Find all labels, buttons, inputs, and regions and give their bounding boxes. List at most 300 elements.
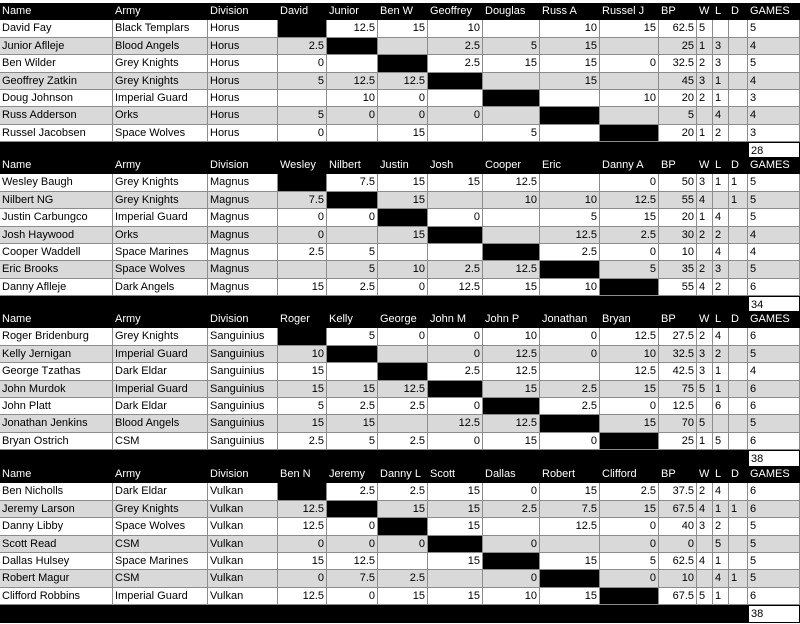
army-cell[interactable]: Imperial Guard — [113, 209, 208, 226]
wins-cell[interactable]: 4 — [697, 279, 713, 296]
self-matchup-cell[interactable] — [483, 90, 540, 107]
score-cell[interactable]: 0 — [278, 570, 327, 587]
self-matchup-cell[interactable] — [428, 381, 483, 398]
score-cell[interactable]: 12.5 — [428, 279, 483, 296]
score-cell[interactable]: 2.5 — [378, 570, 428, 587]
score-cell[interactable]: 15 — [540, 38, 600, 55]
draws-cell[interactable] — [729, 125, 748, 142]
wins-cell[interactable]: 5 — [697, 20, 713, 37]
player-name-cell[interactable]: Junior Aflleje — [0, 38, 113, 55]
self-matchup-cell[interactable] — [327, 501, 378, 518]
score-cell[interactable] — [428, 244, 483, 261]
score-cell[interactable]: 12.5 — [278, 588, 327, 605]
score-cell[interactable]: 15 — [278, 553, 327, 570]
score-cell[interactable]: 0 — [278, 209, 327, 226]
division-cell[interactable]: Magnus — [208, 244, 278, 261]
score-cell[interactable] — [327, 55, 378, 72]
score-cell[interactable]: 15 — [483, 381, 540, 398]
draws-cell[interactable]: 1 — [729, 570, 748, 587]
score-cell[interactable]: 5 — [278, 73, 327, 90]
bp-cell[interactable]: 5 — [659, 107, 697, 124]
wins-cell[interactable]: 2 — [697, 90, 713, 107]
score-cell[interactable]: 0 — [428, 346, 483, 363]
self-matchup-cell[interactable] — [378, 55, 428, 72]
score-cell[interactable]: 2.5 — [540, 398, 600, 415]
division-cell[interactable]: Magnus — [208, 227, 278, 244]
losses-cell[interactable]: 1 — [713, 553, 729, 570]
draws-cell[interactable] — [729, 20, 748, 37]
draws-cell[interactable] — [729, 244, 748, 261]
score-cell[interactable]: 15 — [278, 415, 327, 432]
score-cell[interactable]: 0 — [540, 346, 600, 363]
division-cell[interactable]: Vulkan — [208, 501, 278, 518]
wins-cell[interactable]: 5 — [697, 588, 713, 605]
score-cell[interactable]: 10 — [540, 192, 600, 209]
score-cell[interactable]: 0 — [600, 55, 659, 72]
score-cell[interactable]: 15 — [600, 415, 659, 432]
bp-cell[interactable]: 45 — [659, 73, 697, 90]
score-cell[interactable]: 12.5 — [600, 328, 659, 345]
score-cell[interactable]: 0 — [278, 536, 327, 553]
bp-cell[interactable]: 62.5 — [659, 553, 697, 570]
score-cell[interactable]: 15 — [278, 279, 327, 296]
draws-cell[interactable] — [729, 328, 748, 345]
score-cell[interactable]: 0 — [378, 107, 428, 124]
score-cell[interactable]: 0 — [600, 570, 659, 587]
score-cell[interactable]: 5 — [278, 107, 327, 124]
player-name-cell[interactable]: John Murdok — [0, 381, 113, 398]
score-cell[interactable]: 12.5 — [327, 20, 378, 37]
score-cell[interactable]: 5 — [327, 244, 378, 261]
losses-cell[interactable]: 1 — [713, 90, 729, 107]
score-cell[interactable] — [483, 518, 540, 535]
wins-cell[interactable]: 5 — [697, 381, 713, 398]
army-cell[interactable]: Blood Angels — [113, 38, 208, 55]
score-cell[interactable]: 7.5 — [278, 192, 327, 209]
wins-cell[interactable]: 3 — [697, 174, 713, 191]
self-matchup-cell[interactable] — [540, 261, 600, 278]
player-name-cell[interactable]: George Tzathas — [0, 363, 113, 380]
score-cell[interactable]: 5 — [327, 433, 378, 450]
score-cell[interactable]: 0 — [540, 433, 600, 450]
wins-cell[interactable] — [697, 398, 713, 415]
score-cell[interactable]: 0 — [327, 588, 378, 605]
self-matchup-cell[interactable] — [428, 227, 483, 244]
score-cell[interactable]: 10 — [483, 588, 540, 605]
score-cell[interactable]: 2.5 — [428, 55, 483, 72]
army-cell[interactable]: Space Wolves — [113, 125, 208, 142]
wins-cell[interactable]: 2 — [697, 261, 713, 278]
draws-cell[interactable] — [729, 536, 748, 553]
division-cell[interactable]: Sanguinius — [208, 433, 278, 450]
score-cell[interactable]: 12.5 — [278, 518, 327, 535]
wins-cell[interactable]: 1 — [697, 125, 713, 142]
score-cell[interactable]: 15 — [378, 227, 428, 244]
wins-cell[interactable]: 1 — [697, 38, 713, 55]
score-cell[interactable]: 15 — [278, 363, 327, 380]
score-cell[interactable]: 15 — [540, 553, 600, 570]
bp-cell[interactable]: 42.5 — [659, 363, 697, 380]
army-cell[interactable]: Grey Knights — [113, 328, 208, 345]
score-cell[interactable]: 0 — [278, 125, 327, 142]
division-cell[interactable]: Sanguinius — [208, 398, 278, 415]
score-cell[interactable]: 15 — [540, 55, 600, 72]
score-cell[interactable] — [327, 227, 378, 244]
losses-cell[interactable]: 2 — [713, 227, 729, 244]
wins-cell[interactable]: 2 — [697, 328, 713, 345]
score-cell[interactable]: 15 — [483, 55, 540, 72]
games-cell[interactable]: 6 — [748, 588, 800, 605]
bp-cell[interactable]: 20 — [659, 209, 697, 226]
bp-cell[interactable]: 20 — [659, 90, 697, 107]
score-cell[interactable]: 0 — [278, 55, 327, 72]
draws-cell[interactable] — [729, 55, 748, 72]
score-cell[interactable]: 0 — [483, 536, 540, 553]
division-cell[interactable]: Vulkan — [208, 588, 278, 605]
games-cell[interactable]: 5 — [748, 553, 800, 570]
score-cell[interactable]: 5 — [483, 38, 540, 55]
division-cell[interactable]: Sanguinius — [208, 363, 278, 380]
player-name-cell[interactable]: David Fay — [0, 20, 113, 37]
bp-cell[interactable]: 20 — [659, 125, 697, 142]
army-cell[interactable]: Grey Knights — [113, 73, 208, 90]
wins-cell[interactable]: 4 — [697, 192, 713, 209]
score-cell[interactable]: 2.5 — [327, 279, 378, 296]
score-cell[interactable] — [378, 553, 428, 570]
bp-cell[interactable]: 50 — [659, 174, 697, 191]
self-matchup-cell[interactable] — [600, 588, 659, 605]
army-cell[interactable]: Dark Eldar — [113, 398, 208, 415]
score-cell[interactable]: 12.5 — [600, 192, 659, 209]
score-cell[interactable]: 0 — [540, 328, 600, 345]
score-cell[interactable]: 10 — [428, 20, 483, 37]
score-cell[interactable]: 15 — [428, 174, 483, 191]
score-cell[interactable]: 10 — [327, 90, 378, 107]
losses-cell[interactable]: 1 — [713, 501, 729, 518]
score-cell[interactable]: 0 — [428, 107, 483, 124]
army-cell[interactable]: Blood Angels — [113, 415, 208, 432]
draws-cell[interactable] — [729, 279, 748, 296]
draws-cell[interactable] — [729, 261, 748, 278]
draws-cell[interactable] — [729, 381, 748, 398]
army-cell[interactable]: CSM — [113, 433, 208, 450]
score-cell[interactable] — [428, 570, 483, 587]
games-cell[interactable]: 4 — [748, 227, 800, 244]
self-matchup-cell[interactable] — [327, 346, 378, 363]
losses-cell[interactable] — [713, 192, 729, 209]
player-name-cell[interactable]: Jonathan Jenkins — [0, 415, 113, 432]
division-cell[interactable]: Sanguinius — [208, 328, 278, 345]
score-cell[interactable]: 2.5 — [378, 483, 428, 500]
games-total-cell[interactable]: 34 — [748, 296, 800, 313]
self-matchup-cell[interactable] — [483, 398, 540, 415]
draws-cell[interactable] — [729, 90, 748, 107]
player-name-cell[interactable]: Danny Aflleje — [0, 279, 113, 296]
games-cell[interactable]: 5 — [748, 518, 800, 535]
player-name-cell[interactable]: Danny Libby — [0, 518, 113, 535]
draws-cell[interactable] — [729, 227, 748, 244]
score-cell[interactable]: 10 — [378, 261, 428, 278]
self-matchup-cell[interactable] — [378, 518, 428, 535]
wins-cell[interactable] — [697, 244, 713, 261]
draws-cell[interactable] — [729, 433, 748, 450]
draws-cell[interactable] — [729, 346, 748, 363]
score-cell[interactable]: 15 — [428, 483, 483, 500]
score-cell[interactable]: 15 — [327, 381, 378, 398]
score-cell[interactable]: 12.5 — [327, 553, 378, 570]
score-cell[interactable]: 2.5 — [483, 501, 540, 518]
self-matchup-cell[interactable] — [600, 279, 659, 296]
score-cell[interactable]: 2.5 — [278, 433, 327, 450]
bp-cell[interactable]: 62.5 — [659, 20, 697, 37]
score-cell[interactable]: 12.5 — [483, 174, 540, 191]
score-cell[interactable] — [378, 415, 428, 432]
army-cell[interactable]: Black Templars — [113, 20, 208, 37]
score-cell[interactable]: 0 — [327, 518, 378, 535]
player-name-cell[interactable]: Russ Adderson — [0, 107, 113, 124]
player-name-cell[interactable]: Josh Haywood — [0, 227, 113, 244]
score-cell[interactable]: 15 — [327, 415, 378, 432]
score-cell[interactable] — [428, 90, 483, 107]
division-cell[interactable]: Sanguinius — [208, 415, 278, 432]
score-cell[interactable]: 10 — [600, 346, 659, 363]
games-cell[interactable]: 6 — [748, 433, 800, 450]
losses-cell[interactable]: 3 — [713, 261, 729, 278]
score-cell[interactable]: 15 — [483, 279, 540, 296]
score-cell[interactable]: 12.5 — [278, 501, 327, 518]
score-cell[interactable]: 12.5 — [327, 73, 378, 90]
self-matchup-cell[interactable] — [278, 483, 327, 500]
bp-cell[interactable]: 67.5 — [659, 501, 697, 518]
player-name-cell[interactable]: Dallas Hulsey — [0, 553, 113, 570]
self-matchup-cell[interactable] — [428, 536, 483, 553]
bp-cell[interactable]: 25 — [659, 38, 697, 55]
self-matchup-cell[interactable] — [278, 328, 327, 345]
score-cell[interactable]: 2.5 — [327, 398, 378, 415]
division-cell[interactable]: Vulkan — [208, 553, 278, 570]
draws-cell[interactable] — [729, 483, 748, 500]
score-cell[interactable]: 2.5 — [428, 363, 483, 380]
draws-cell[interactable] — [729, 415, 748, 432]
losses-cell[interactable]: 2 — [713, 279, 729, 296]
player-name-cell[interactable]: Robert Magur — [0, 570, 113, 587]
army-cell[interactable]: Grey Knights — [113, 174, 208, 191]
score-cell[interactable]: 12.5 — [483, 415, 540, 432]
games-cell[interactable]: 5 — [748, 536, 800, 553]
wins-cell[interactable]: 3 — [697, 73, 713, 90]
score-cell[interactable]: 15 — [378, 501, 428, 518]
score-cell[interactable]: 2.5 — [327, 483, 378, 500]
games-cell[interactable]: 5 — [748, 261, 800, 278]
score-cell[interactable]: 5 — [327, 261, 378, 278]
division-cell[interactable]: Magnus — [208, 209, 278, 226]
score-cell[interactable] — [540, 90, 600, 107]
score-cell[interactable]: 2.5 — [428, 38, 483, 55]
score-cell[interactable] — [540, 174, 600, 191]
losses-cell[interactable]: 2 — [713, 125, 729, 142]
score-cell[interactable] — [483, 209, 540, 226]
losses-cell[interactable]: 4 — [713, 107, 729, 124]
bp-cell[interactable]: 10 — [659, 244, 697, 261]
wins-cell[interactable] — [697, 536, 713, 553]
army-cell[interactable]: Grey Knights — [113, 501, 208, 518]
division-cell[interactable]: Vulkan — [208, 570, 278, 587]
score-cell[interactable] — [483, 20, 540, 37]
losses-cell[interactable]: 1 — [713, 363, 729, 380]
player-name-cell[interactable]: Justin Carbungco — [0, 209, 113, 226]
losses-cell[interactable] — [713, 415, 729, 432]
draws-cell[interactable]: 1 — [729, 501, 748, 518]
games-cell[interactable]: 6 — [748, 279, 800, 296]
army-cell[interactable]: Space Marines — [113, 244, 208, 261]
score-cell[interactable] — [327, 363, 378, 380]
score-cell[interactable]: 15 — [428, 553, 483, 570]
player-name-cell[interactable]: John Platt — [0, 398, 113, 415]
self-matchup-cell[interactable] — [483, 244, 540, 261]
score-cell[interactable]: 0 — [428, 209, 483, 226]
score-cell[interactable]: 0 — [428, 328, 483, 345]
games-cell[interactable]: 6 — [748, 501, 800, 518]
score-cell[interactable]: 12.5 — [428, 415, 483, 432]
score-cell[interactable] — [600, 107, 659, 124]
score-cell[interactable]: 0 — [327, 209, 378, 226]
score-cell[interactable]: 15 — [378, 192, 428, 209]
losses-cell[interactable]: 1 — [713, 381, 729, 398]
score-cell[interactable] — [483, 227, 540, 244]
score-cell[interactable]: 15 — [540, 73, 600, 90]
score-cell[interactable]: 15 — [378, 588, 428, 605]
player-name-cell[interactable]: Ben Nicholls — [0, 483, 113, 500]
bp-cell[interactable]: 35 — [659, 261, 697, 278]
player-name-cell[interactable]: Nilbert NG — [0, 192, 113, 209]
score-cell[interactable]: 15 — [600, 20, 659, 37]
wins-cell[interactable] — [697, 570, 713, 587]
self-matchup-cell[interactable] — [378, 209, 428, 226]
games-cell[interactable]: 3 — [748, 90, 800, 107]
player-name-cell[interactable]: Geoffrey Zatkin — [0, 73, 113, 90]
player-name-cell[interactable]: Clifford Robbins — [0, 588, 113, 605]
score-cell[interactable]: 0 — [428, 398, 483, 415]
score-cell[interactable]: 12.5 — [378, 381, 428, 398]
score-cell[interactable]: 0 — [600, 518, 659, 535]
score-cell[interactable]: 12.5 — [483, 261, 540, 278]
player-name-cell[interactable]: Bryan Ostrich — [0, 433, 113, 450]
score-cell[interactable]: 15 — [600, 501, 659, 518]
bp-cell[interactable]: 32.5 — [659, 55, 697, 72]
wins-cell[interactable]: 2 — [697, 55, 713, 72]
games-cell[interactable]: 5 — [748, 570, 800, 587]
army-cell[interactable]: Space Wolves — [113, 518, 208, 535]
score-cell[interactable] — [428, 125, 483, 142]
division-cell[interactable]: Magnus — [208, 279, 278, 296]
games-cell[interactable]: 6 — [748, 328, 800, 345]
self-matchup-cell[interactable] — [428, 73, 483, 90]
draws-cell[interactable] — [729, 209, 748, 226]
self-matchup-cell[interactable] — [278, 20, 327, 37]
losses-cell[interactable]: 6 — [713, 398, 729, 415]
score-cell[interactable]: 2.5 — [428, 261, 483, 278]
wins-cell[interactable]: 2 — [697, 227, 713, 244]
score-cell[interactable]: 5 — [540, 209, 600, 226]
draws-cell[interactable] — [729, 73, 748, 90]
losses-cell[interactable]: 1 — [713, 73, 729, 90]
score-cell[interactable]: 12.5 — [600, 363, 659, 380]
score-cell[interactable]: 15 — [378, 125, 428, 142]
games-cell[interactable]: 6 — [748, 398, 800, 415]
games-cell[interactable]: 5 — [748, 209, 800, 226]
score-cell[interactable] — [600, 38, 659, 55]
self-matchup-cell[interactable] — [327, 38, 378, 55]
losses-cell[interactable]: 4 — [713, 570, 729, 587]
score-cell[interactable] — [540, 125, 600, 142]
score-cell[interactable]: 10 — [540, 279, 600, 296]
army-cell[interactable]: Space Wolves — [113, 261, 208, 278]
self-matchup-cell[interactable] — [327, 192, 378, 209]
score-cell[interactable]: 0 — [600, 244, 659, 261]
score-cell[interactable]: 15 — [378, 20, 428, 37]
score-cell[interactable] — [428, 192, 483, 209]
draws-cell[interactable]: 1 — [729, 192, 748, 209]
score-cell[interactable]: 5 — [600, 261, 659, 278]
score-cell[interactable] — [378, 346, 428, 363]
draws-cell[interactable] — [729, 588, 748, 605]
player-name-cell[interactable]: Cooper Waddell — [0, 244, 113, 261]
division-cell[interactable]: Horus — [208, 73, 278, 90]
army-cell[interactable]: Dark Eldar — [113, 363, 208, 380]
score-cell[interactable]: 10 — [600, 90, 659, 107]
games-cell[interactable]: 5 — [748, 346, 800, 363]
score-cell[interactable]: 2.5 — [278, 244, 327, 261]
score-cell[interactable]: 10 — [540, 20, 600, 37]
division-cell[interactable]: Horus — [208, 55, 278, 72]
games-cell[interactable]: 4 — [748, 363, 800, 380]
score-cell[interactable] — [278, 261, 327, 278]
army-cell[interactable]: Imperial Guard — [113, 90, 208, 107]
bp-cell[interactable]: 70 — [659, 415, 697, 432]
self-matchup-cell[interactable] — [378, 363, 428, 380]
games-cell[interactable]: 5 — [748, 20, 800, 37]
self-matchup-cell[interactable] — [483, 553, 540, 570]
score-cell[interactable] — [600, 73, 659, 90]
games-total-cell[interactable]: 38 — [748, 450, 800, 467]
army-cell[interactable]: Imperial Guard — [113, 381, 208, 398]
bp-cell[interactable]: 10 — [659, 570, 697, 587]
losses-cell[interactable]: 5 — [713, 536, 729, 553]
player-name-cell[interactable]: Doug Johnson — [0, 90, 113, 107]
score-cell[interactable]: 10 — [483, 192, 540, 209]
score-cell[interactable]: 5 — [278, 398, 327, 415]
self-matchup-cell[interactable] — [600, 125, 659, 142]
score-cell[interactable]: 5 — [600, 553, 659, 570]
bp-cell[interactable]: 27.5 — [659, 328, 697, 345]
wins-cell[interactable] — [697, 107, 713, 124]
games-cell[interactable]: 4 — [748, 38, 800, 55]
bp-cell[interactable]: 37.5 — [659, 483, 697, 500]
bp-cell[interactable]: 55 — [659, 192, 697, 209]
games-cell[interactable]: 4 — [748, 73, 800, 90]
bp-cell[interactable]: 40 — [659, 518, 697, 535]
division-cell[interactable]: Vulkan — [208, 518, 278, 535]
score-cell[interactable]: 0 — [378, 328, 428, 345]
wins-cell[interactable]: 3 — [697, 363, 713, 380]
losses-cell[interactable]: 4 — [713, 209, 729, 226]
bp-cell[interactable]: 75 — [659, 381, 697, 398]
wins-cell[interactable]: 2 — [697, 483, 713, 500]
score-cell[interactable]: 0 — [600, 536, 659, 553]
score-cell[interactable]: 0 — [278, 227, 327, 244]
self-matchup-cell[interactable] — [278, 174, 327, 191]
army-cell[interactable]: Dark Eldar — [113, 483, 208, 500]
